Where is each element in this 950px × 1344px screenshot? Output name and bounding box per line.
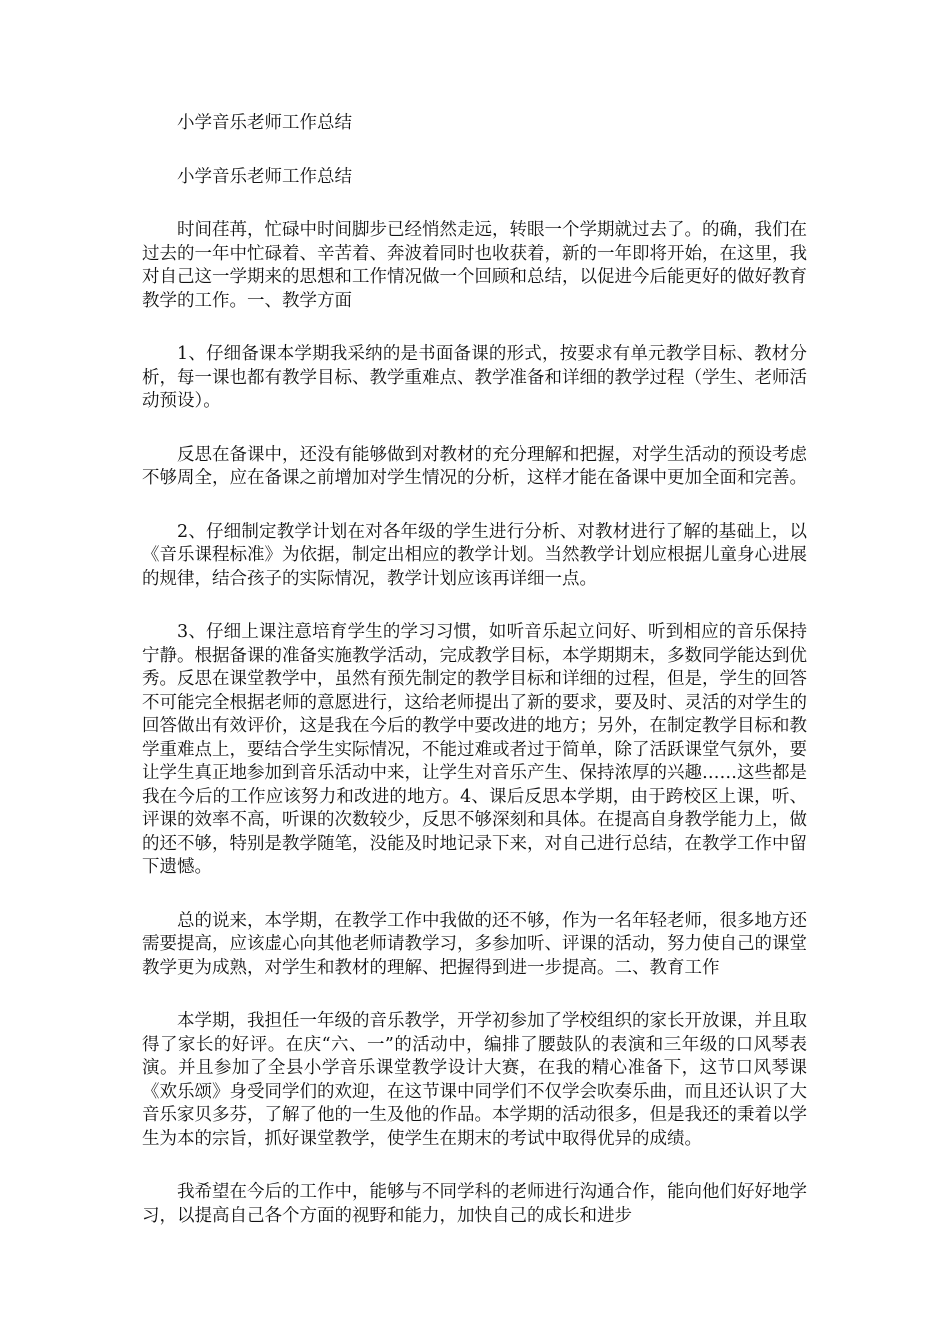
paragraph-prep-reflection: 反思在备课中，还没有能够做到对教材的充分理解和把握，对学生活动的预设考虑不够周全，应在备课之前增加对学生情况的分析，这样才能在备课中更加全面和完善。: [142, 444, 807, 488]
paragraph-intro: 时间荏苒，忙碌中时间脚步已经悄然走远，转眼一个学期就过去了。的确，我们在过去的一年中忙碌着、辛苦着、奔波着同时也收获着，新的一年即将开始，在这里，我对自己这一学期来的思想和工作情况做一个回顾和总结，以促进今后能更好的做好教育教学的工作。一、教学方面: [142, 220, 807, 311]
document-title: 小学音乐老师工作总结: [177, 113, 352, 133]
paragraph-summary: 总的说来，本学期，在教学工作中我做的还不够，作为一名年轻老师，很多地方还需要提高，应该虚心向其他老师请教学习，多参加听、评课的活动，努力使自己的课堂教学更为成熟，对学生和教材的理解、把握得到进一步提高。二、教育工作: [142, 910, 807, 978]
paragraph-education-work: 本学期，我担任一年级的音乐教学，开学初参加了学校组织的家长开放课，并且取得了家长的好评。在庆“六、一”的活动中，编排了腰鼓队的表演和三年级的口风琴表演。并且参加了全县小学音乐课堂教学设计大赛，在我的精心准备下，这节口风琴课《欢乐颂》身受同学们的欢迎，在这节课中同学们不仅学会吹奏乐曲，而且还认识了大音乐家贝多芬，了解了他的一生及他的作品。本学期的活动很多，但是我还的秉着以学生为本的宗旨，抓好课堂教学，使学生在期末的考试中取得优异的成绩。: [142, 1011, 807, 1149]
paragraph-teaching-plan: 2、仔细制定教学计划在对各年级的学生进行分析、对教材进行了解的基础上，以《音乐课程标准》为依据，制定出相应的教学计划。当然教学计划应根据儿童身心进展的规律，结合孩子的实际情况，教学计划应该再详细一点。: [142, 521, 807, 589]
paragraph-lesson-prep: 1、仔细备课本学期我采纳的是书面备课的形式，按要求有单元教学目标、教材分析，每一课也都有教学目标、教学重难点、教学准备和详细的教学过程（学生、老师活动预设）。: [142, 344, 807, 411]
document-subtitle: 小学音乐老师工作总结: [177, 166, 352, 187]
paragraph-classroom-teaching: 3、仔细上课注意培育学生的学习习惯，如听音乐起立问好、听到相应的音乐保持宁静。根据备课的准备实施教学活动，完成教学目标，本学期期末，多数同学能达到优秀。反思在课堂教学中，虽然有预先制定的教学目标和详细的过程，但是，学生的回答不可能完全根据老师的意愿进行，这给老师提出了新的要求，要及时、灵活的对学生的回答做出有效评价，这是我在今后的教学中要改进的地方；另外，在制定教学目标和教学重难点上，要结合学生实际情况，不能过难或者过于简单，除了活跃课堂气氛外，要让学生真正地参加到音乐活动中来，让学生对音乐产生、保持浓厚的兴趣……这些都是我在今后的工作应该努力和改进的地方。4、课后反思本学期，由于跨校区上课，听、评课的效率不高，听课的次数较少，反思不够深刻和具体。在提高自身教学能力上，做的还不够，特别是教学随笔，没能及时地记录下来，对自己进行总结，在教学工作中留下遗憾。: [142, 622, 807, 877]
document-body: [142, 112, 807, 1258]
paragraph-outlook: 我希望在今后的工作中，能够与不同学科的老师进行沟通合作，能向他们好好地学习，以提高自己各个方面的视野和能力，加快自己的成长和进步: [142, 1182, 807, 1226]
